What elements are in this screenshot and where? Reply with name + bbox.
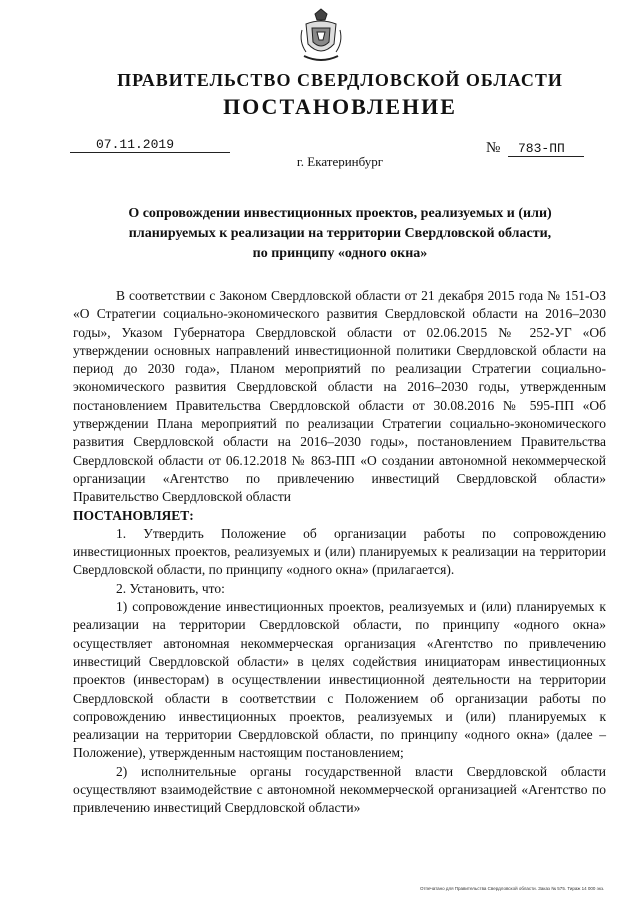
document-title — [100, 204, 580, 264]
title-line: планируемых к реализации на территории Свердловской области, — [128, 226, 552, 241]
item-1: 1. Утвердить Положение об организации работы по сопровождению инвестиционных проектов, реализуемых и (или) планируемых к реализации на территории Свердловской области, по принципу «одного окна» (прилагается). — [73, 525, 606, 578]
document-type: ПОСТАНОВЛЕНИЕ — [223, 94, 457, 119]
document-number: 783-ПП — [518, 141, 565, 156]
date-underline — [70, 152, 230, 153]
city: г. Екатеринбург — [296, 154, 384, 169]
document-body — [73, 287, 606, 818]
coat-of-arms-icon — [298, 8, 344, 66]
document-date: 07.11.2019 — [96, 137, 175, 152]
title-line: О сопровождении инвестиционных проектов, реализуемых и (или) — [128, 206, 552, 221]
print-footer: Отпечатано для Правительства Свердловской области. Заказ № 575. Тираж 14 000 экз. — [420, 886, 605, 891]
number-sign: № — [486, 140, 501, 156]
item-2-1: 1) сопровождение инвестиционных проектов, реализуемых и (или) планируемых к реализации на территории Свердловской области, по принципу «одного окна» осуществляет автономная некоммерческая организация «Агентство по привлечению инвестиций Свердловской области» в целях содействия инициаторам инвестиционных проектов (инвесторам) в осуществлении инвестиционной деятельности на территории Свердловской области в соответствии с Положением об организации работы по сопровождению инвестиционных проектов, реализуемых и (или) планируемых к реализации на территории Свердловской области, по принципу «одного окна» (далее – Положение), утвержденным настоящим постановлением; — [73, 599, 606, 761]
item-2: 2. Установить, что: — [116, 580, 225, 596]
title-line: по принципу «одного окна» — [252, 246, 428, 261]
decree-heading: ПОСТАНОВЛЯЕТ: — [73, 507, 194, 523]
government-name: ПРАВИТЕЛЬСТВО СВЕРДЛОВСКОЙ ОБЛАСТИ — [117, 70, 563, 90]
item-2-2: 2) исполнительные органы государственной власти Свердловской области осуществляют взаимодействие с автономной некоммерческой организацией «Агентство по привлечению инвестиций Свердловской области» — [73, 763, 606, 816]
preamble-paragraph: В соответствии с Законом Свердловской области от 21 декабря 2015 года № 151-ОЗ «О Стратегии социально-экономического развития Свердловской области на 2016–2030 годы», Указом Губернатора Свердловской области от 02.06.2015 № 252-УГ «Об утверждении основных направлений инвестиционной политики Свердловской области на период до 2030 года», Планом мероприятий по реализации Стратегии социально-экономического развития Свердловской области на 2016–2030 годы, утвержденным постановлением Правительства Свердловской области от 30.08.2016 № 595-ПП «Об утверждении Плана мероприятий по реализации Стратегии социально-экономического развития Свердловской области на 2016–2030 годы», постановлением Правительства Свердловской области от 06.12.2018 № 863-ПП «О создании автономной некоммерческой организации «Агентство по привлечению инвестиций Свердловской области» Правительство Свердловской области — [73, 288, 606, 505]
